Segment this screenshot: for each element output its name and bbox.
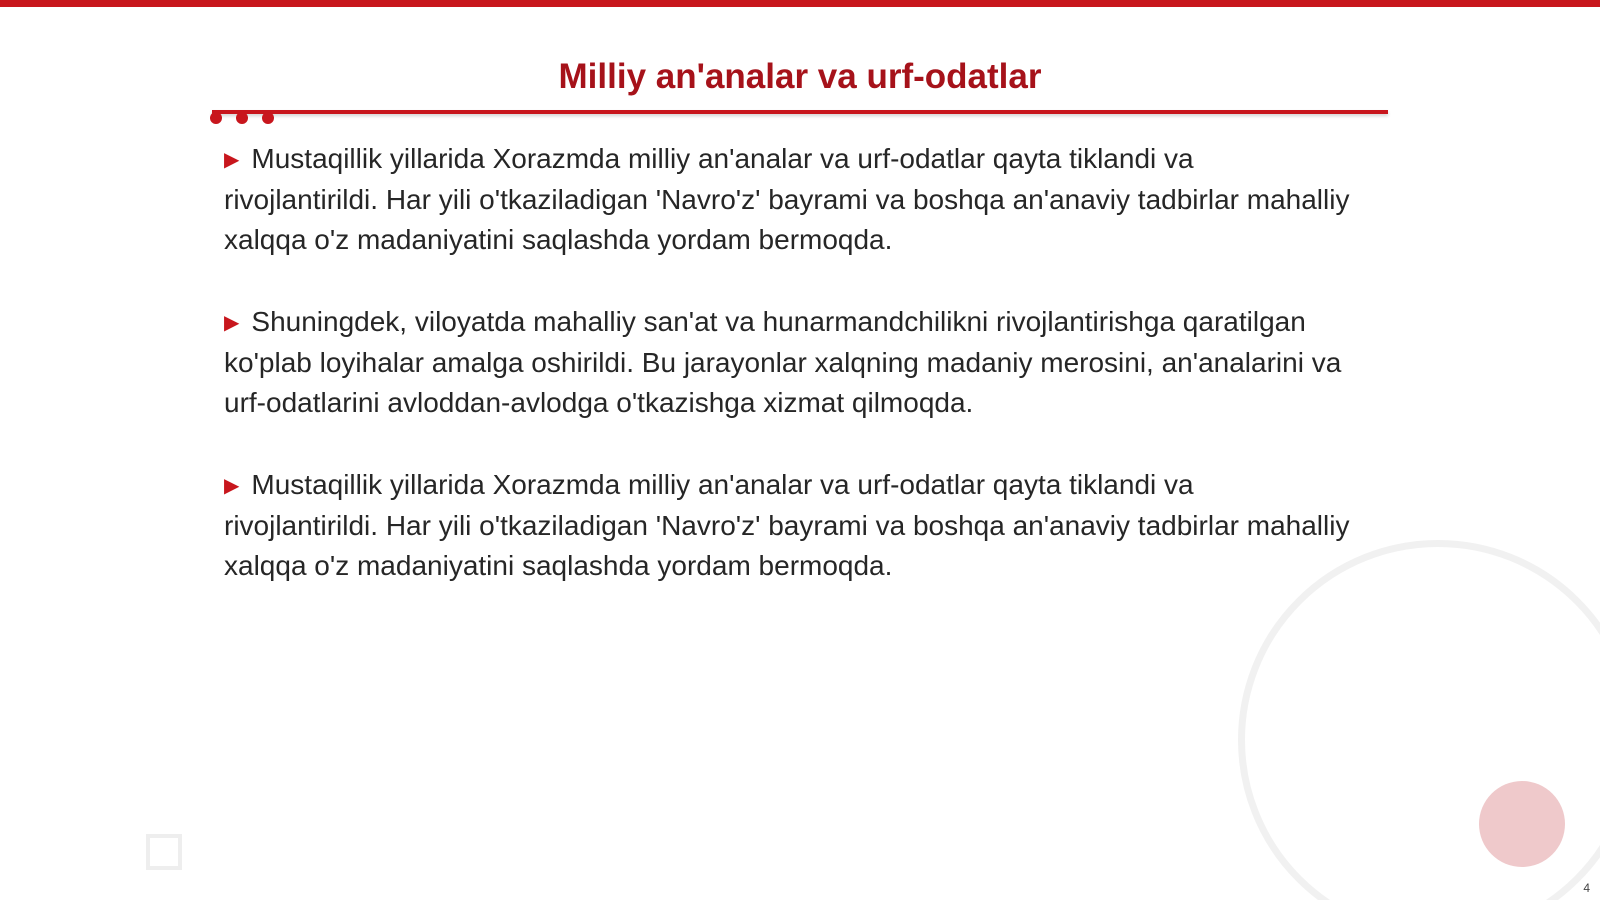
slide-content [224, 139, 1354, 628]
bullet-paragraph-3 [224, 465, 1354, 586]
bullet-arrow-icon: ▶ [224, 149, 240, 171]
top-accent-bar [0, 0, 1600, 7]
decor-dot-2 [236, 112, 248, 124]
decor-dot-1 [210, 112, 222, 124]
paragraph-text: Shuningdek, viloyatda mahalliy san'at va hunarmandchilikni rivojlantirishga qaratilgan ko'plab loyihalar amalga oshirildi. Bu jarayonlar xalqning madaniy merosini, an'analarini va urf-odatlarini avloddan-avlodga o'tkazishga xizmat qilmoqda. [224, 306, 1342, 418]
paragraph-text: Mustaqillik yillarida Xorazmda milliy an'analar va urf-odatlar qayta tiklandi va rivojlantirildi. Har yili o'tkaziladigan 'Navro'z' bayrami va boshqa an'anaviy tadbirlar mahalliy xalqqa o'z madaniyatini saqlashda yordam bermoqda. [224, 469, 1350, 581]
title-underline [212, 110, 1388, 114]
bullet-paragraph-1 [224, 139, 1354, 260]
bullet-arrow-icon: ▶ [224, 475, 240, 497]
slide-title: Milliy an'analar va urf-odatlar [558, 57, 1042, 96]
bullet-paragraph-2 [224, 302, 1354, 423]
decor-pink-circle [1479, 781, 1565, 867]
decor-dot-3 [262, 112, 274, 124]
bullet-arrow-icon: ▶ [224, 312, 240, 334]
decor-square-outline [146, 834, 182, 870]
paragraph-text: Mustaqillik yillarida Xorazmda milliy an'analar va urf-odatlar qayta tiklandi va rivojlantirildi. Har yili o'tkaziladigan 'Navro'z' bayrami va boshqa an'anaviy tadbirlar mahalliy xalqqa o'z madaniyatini saqlashda yordam bermoqda. [224, 143, 1350, 255]
page-number: 4 [1583, 881, 1590, 895]
